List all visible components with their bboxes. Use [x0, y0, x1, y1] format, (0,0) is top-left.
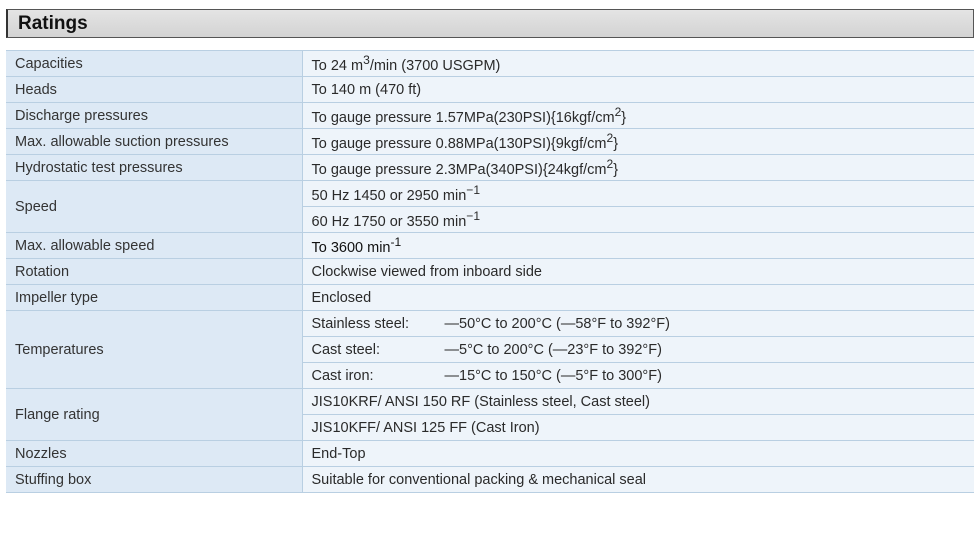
superscript: −1 [466, 209, 481, 224]
row-value-max-speed [302, 233, 974, 259]
material-label: Stainless steel: [311, 315, 410, 332]
table-row [6, 285, 974, 311]
value-text: To 24 m [311, 57, 364, 74]
row-value-hydrostatic [302, 155, 974, 181]
value-text: 60 Hz 1750 or 3550 min [311, 213, 467, 230]
table-row [6, 233, 974, 259]
row-label-nozzles: Nozzles [6, 441, 302, 467]
row-label-max-speed: Max. allowable speed [6, 233, 302, 259]
row-value-flange-1: JIS10KRF/ ANSI 150 RF (Stainless steel, Cast steel) [302, 389, 974, 415]
row-value-capacities [302, 51, 974, 77]
material-label: Cast iron: [311, 367, 374, 384]
row-value-flange-2: JIS10KFF/ ANSI 125 FF (Cast Iron) [302, 415, 974, 441]
table-row [6, 467, 974, 493]
value-text: /min (3700 USGPM) [369, 57, 501, 74]
superscript: 2 [606, 157, 614, 172]
row-label-speed: Speed [6, 181, 302, 233]
table-row [6, 259, 974, 285]
value-text: } [613, 135, 619, 152]
row-label-capacities: Capacities [6, 51, 302, 77]
row-value-stuffing: Suitable for conventional packing & mechanical seal [302, 467, 974, 493]
row-value-temp-cast-steel [302, 337, 974, 363]
table-row [6, 389, 974, 415]
row-label-temperatures: Temperatures [6, 311, 302, 389]
value-text: To gauge pressure 0.88MPa(130PSI){9kgf/cm [311, 135, 607, 152]
value-text: } [621, 109, 627, 126]
table-row [6, 311, 974, 337]
row-label-impeller: Impeller type [6, 285, 302, 311]
row-value-speed-50hz [302, 181, 974, 207]
temperature-range: —50°C to 200°C (—58°F to 392°F) [444, 315, 670, 332]
table-row [6, 155, 974, 181]
superscript: −1 [466, 183, 481, 198]
temperature-range: —5°C to 200°C (—23°F to 392°F) [444, 341, 662, 358]
row-label-flange: Flange rating [6, 389, 302, 441]
row-value-impeller: Enclosed [302, 285, 974, 311]
superscript: 2 [606, 131, 614, 146]
value-text: } [613, 161, 619, 178]
row-label-heads: Heads [6, 77, 302, 103]
row-value-speed-60hz [302, 207, 974, 233]
row-value-temp-cast-iron [302, 363, 974, 389]
section-header [6, 9, 974, 38]
row-label-rotation: Rotation [6, 259, 302, 285]
value-text: To gauge pressure 1.57MPa(230PSI){16kgf/cm [311, 109, 615, 126]
table-row [6, 103, 974, 129]
table-row [6, 441, 974, 467]
table-row [6, 129, 974, 155]
ratings-table [6, 50, 974, 493]
table-row [6, 77, 974, 103]
superscript: 3 [363, 53, 370, 68]
row-value-temp-stainless [302, 311, 974, 337]
row-value-discharge [302, 103, 974, 129]
row-value-rotation: Clockwise viewed from inboard side [302, 259, 974, 285]
superscript: -1 [390, 235, 402, 250]
value-text: To 3600 min [311, 239, 391, 256]
table-row [6, 51, 974, 77]
row-label-suction: Max. allowable suction pressures [6, 129, 302, 155]
row-value-nozzles: End-Top [302, 441, 974, 467]
value-text: 50 Hz 1450 or 2950 min [311, 187, 467, 204]
row-label-hydrostatic: Hydrostatic test pressures [6, 155, 302, 181]
row-value-heads: To 140 m (470 ft) [302, 77, 974, 103]
table-row [6, 181, 974, 207]
temperature-range: —15°C to 150°C (—5°F to 300°F) [444, 367, 662, 384]
superscript: 2 [614, 105, 622, 120]
value-text: To gauge pressure 2.3MPa(340PSI){24kgf/cm [311, 161, 607, 178]
section-title: Ratings [18, 13, 88, 34]
material-label: Cast steel: [311, 341, 380, 358]
row-label-discharge: Discharge pressures [6, 103, 302, 129]
row-value-suction [302, 129, 974, 155]
row-label-stuffing: Stuffing box [6, 467, 302, 493]
